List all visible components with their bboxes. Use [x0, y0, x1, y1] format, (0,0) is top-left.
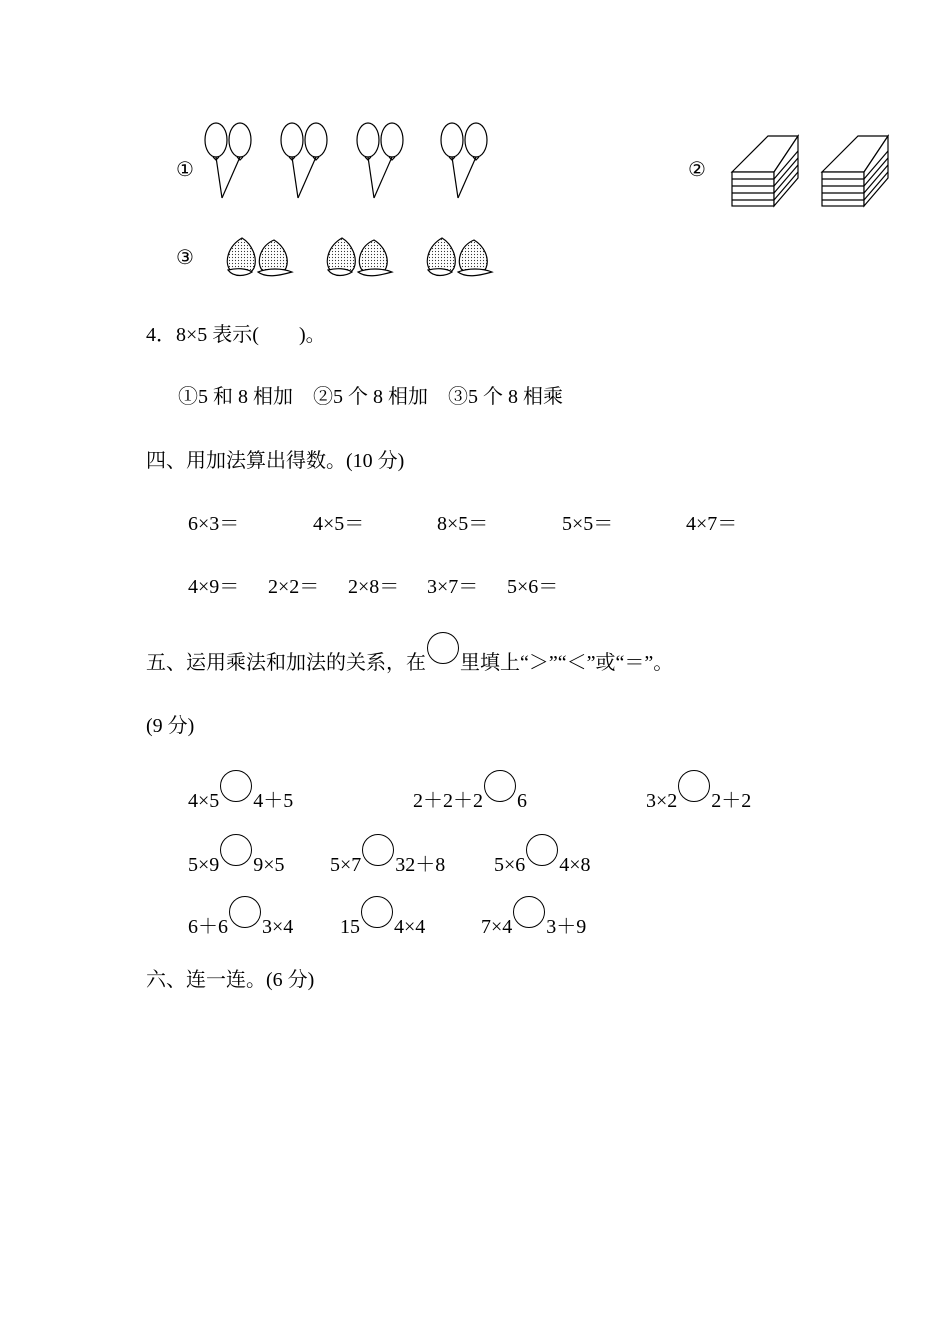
compare-right: 9×5 — [253, 854, 285, 876]
section-4-heading: 四、用加法算出得数。(10 分) — [146, 450, 405, 472]
compare-left: 7×4 — [481, 916, 513, 938]
compare-item — [330, 842, 445, 877]
compare-left: 5×9 — [188, 854, 220, 876]
compare-item — [494, 842, 591, 877]
compare-right: 4×8 — [559, 854, 591, 876]
compare-left: 5×6 — [494, 854, 526, 876]
calc-item: 5×5＝ — [562, 513, 614, 535]
compare-circle[interactable] — [513, 896, 545, 928]
section-5-points: (9 分) — [146, 715, 195, 737]
calc-item: 3×7＝ — [427, 576, 479, 598]
compare-item — [481, 904, 586, 939]
compare-left: 15 — [340, 916, 360, 938]
picture-label-3: ③ — [176, 247, 194, 269]
compare-left: 6＋6 — [188, 916, 228, 938]
picture-label-2: ② — [688, 159, 706, 181]
compare-left: 4×5 — [188, 790, 220, 812]
calc-item: 2×8＝ — [348, 576, 400, 598]
compare-right: 6 — [517, 790, 527, 812]
compare-right: 32＋8 — [395, 854, 446, 876]
compare-right: 4＋5 — [253, 790, 294, 812]
compare-circle[interactable] — [361, 896, 393, 928]
compare-item — [340, 904, 425, 939]
compare-item — [188, 842, 285, 877]
compare-right: 3＋9 — [546, 916, 587, 938]
section-5-heading-after: 里填上“＞”“＜”或“＝”。 — [460, 652, 674, 674]
compare-right: 4×4 — [394, 916, 426, 938]
compare-item — [646, 778, 751, 813]
section-5-heading — [146, 640, 673, 675]
books-picture — [728, 132, 898, 212]
compare-circle[interactable] — [526, 834, 558, 866]
compare-left: 3×2 — [646, 790, 678, 812]
calc-item: 8×5＝ — [437, 513, 489, 535]
compare-item — [413, 778, 527, 813]
calc-item: 4×7＝ — [686, 513, 738, 535]
compare-circle[interactable] — [229, 896, 261, 928]
peaches-picture — [222, 232, 502, 280]
calc-item: 2×2＝ — [268, 576, 320, 598]
calc-item: 4×9＝ — [188, 576, 240, 598]
answer-circle-icon — [427, 632, 459, 664]
section-6-heading: 六、连一连。(6 分) — [146, 969, 315, 991]
picture-label-1: ① — [176, 159, 194, 181]
compare-circle[interactable] — [362, 834, 394, 866]
question-4-options: ①5 和 8 相加 ②5 个 8 相加 ③5 个 8 相乘 — [178, 386, 563, 408]
section-5-heading-before: 五、运用乘法和加法的关系，在 — [146, 652, 426, 674]
compare-left: 2＋2＋2 — [413, 790, 483, 812]
compare-item — [188, 778, 293, 813]
compare-circle[interactable] — [678, 770, 710, 802]
compare-right: 3×4 — [262, 916, 294, 938]
compare-circle[interactable] — [484, 770, 516, 802]
calc-item: 5×6＝ — [507, 576, 559, 598]
compare-circle[interactable] — [220, 770, 252, 802]
compare-left: 5×7 — [330, 854, 362, 876]
compare-right: 2＋2 — [711, 790, 752, 812]
balloons-picture — [200, 120, 500, 210]
compare-circle[interactable] — [220, 834, 252, 866]
calc-item: 4×5＝ — [313, 513, 365, 535]
calc-item: 6×3＝ — [188, 513, 240, 535]
compare-item — [188, 904, 293, 939]
question-4-title: 4．8×5 表示( )。 — [146, 324, 326, 346]
